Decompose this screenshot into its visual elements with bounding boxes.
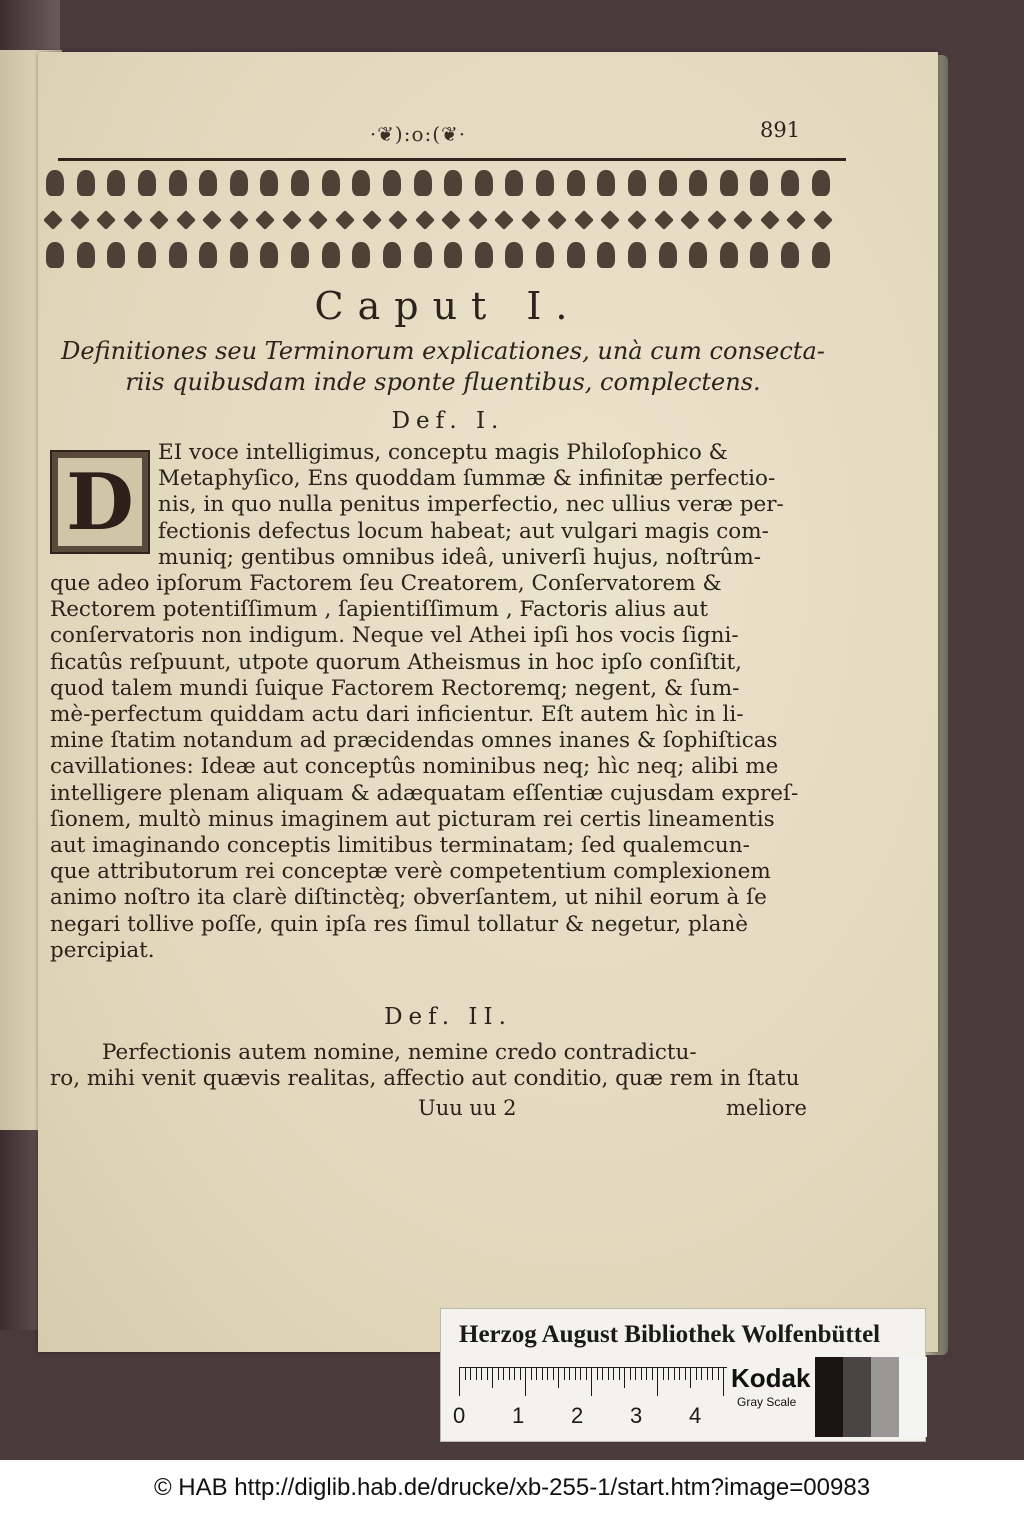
gray-swatch [815, 1357, 843, 1437]
ornament-motif [414, 242, 432, 268]
ornament-motif [680, 210, 700, 230]
ornament-motif [46, 170, 64, 196]
ruler-tick [718, 1368, 719, 1380]
ornament-motif [199, 170, 217, 196]
ruler-tick [470, 1368, 471, 1380]
ornament-motif [574, 210, 594, 230]
ornament-motif [505, 242, 523, 268]
library-name: Herzog August Bibliothek Wolfenbüttel [459, 1321, 881, 1348]
ornament-motif [536, 242, 554, 268]
ornament-motif [475, 242, 493, 268]
ruler-tick [723, 1368, 724, 1396]
ornament-motif [707, 210, 727, 230]
credit-line: © HAB http://diglib.hab.de/drucke/xb-255-1/start.htm?image=00983 [153, 1474, 871, 1501]
ruler-tick [696, 1368, 697, 1380]
initial-letter: D [58, 458, 142, 546]
ornament-motif [169, 242, 187, 268]
ornament-motif [383, 170, 401, 196]
text-line: ro, mihi venit quævis realitas, affectio aut conditio, quæ rem in ſtatu [50, 1066, 800, 1092]
ornament-motif [567, 242, 585, 268]
ruler-tick [586, 1368, 587, 1380]
book-page [38, 52, 938, 1352]
ornament-motif [230, 170, 248, 196]
ruler-tick [624, 1368, 625, 1388]
ornament-motif [444, 170, 462, 196]
text-line: que adeo ipſorum Factorem ſeu Creatorem, Conſervatorem & [50, 571, 722, 597]
text-line: Rectorem potentiſſimum , ſapientiſſimum , Factoris alius aut [50, 597, 709, 623]
ornament-motif [689, 242, 707, 268]
ornament-row-top [38, 170, 838, 198]
ornament-motif [812, 242, 830, 268]
ornament-motif [750, 170, 768, 196]
library-color-card [440, 1308, 926, 1442]
ornament-motif [812, 170, 830, 196]
ornament-motif [383, 242, 401, 268]
ruler-tick [608, 1368, 609, 1380]
ruler-tick [591, 1368, 592, 1396]
text-line: mè-perfectum quiddam actu dari inficientur. Eſt autem hìc in li- [50, 702, 744, 728]
text-line: muniq; gentibus omnibus ideâ, univerſi hujus, noſtrûm- [158, 544, 761, 570]
ornament-motif [149, 210, 169, 230]
gray-scale-label: Gray Scale [737, 1395, 797, 1409]
ruler-tick [701, 1368, 702, 1380]
ruler-tick [564, 1368, 565, 1380]
ruler-tick [481, 1368, 482, 1380]
header-rule [58, 158, 846, 161]
ornament-motif [260, 242, 278, 268]
gray-swatches [815, 1357, 927, 1437]
text-line: aut imaginando conceptis limitibus terminatam; ſed qualemcun- [50, 833, 750, 859]
ornament-motif [505, 170, 523, 196]
ornament-motif [291, 242, 309, 268]
ruler-tick [558, 1368, 559, 1388]
gray-swatch [899, 1357, 927, 1437]
text-line: animo noſtro ita clarè diſtinctèq; obverſantem, ut nihil eorum à ſe [50, 885, 767, 911]
ornament-motif [388, 210, 408, 230]
definition-heading-1: Def. I. [391, 408, 505, 434]
ornament-motif [362, 210, 382, 230]
ornament-motif [441, 210, 461, 230]
ornament-motif [720, 242, 738, 268]
ornament-motif [230, 242, 248, 268]
text-line: que attributorum rei conceptæ verè competentium complexionem [50, 859, 771, 885]
text-line: conſervatoris non indigum. Neque vel Athei ipſi hos vocis ſigni- [50, 623, 739, 649]
ornament-motif [521, 210, 541, 230]
ornament-motif [335, 210, 355, 230]
text-line: negari tollive poſſe, quin ipſa res ſimul tollatur & negetur, planè [50, 911, 749, 937]
gray-swatch [843, 1357, 871, 1437]
ruler-tick [487, 1368, 488, 1380]
ornament-motif [444, 242, 462, 268]
text-line: ſionem, multò minus imaginem aut picturam rei certis lineamentis [50, 806, 775, 832]
signature-mark: Uuu uu 2 [418, 1096, 517, 1120]
ornament-motif [414, 170, 432, 196]
subtitle-line: Definitiones seu Terminorum explicationes, unà cum consecta- [61, 337, 825, 365]
ornament-motif [720, 170, 738, 196]
ruler-tick [492, 1368, 493, 1388]
gray-swatch [871, 1357, 899, 1437]
ornament-motif [627, 210, 647, 230]
ornament-motif [260, 170, 278, 196]
ornament-row-bottom [38, 242, 838, 270]
ornament-motif [536, 170, 554, 196]
ruler-tick [553, 1368, 554, 1380]
ornament-motif [352, 170, 370, 196]
ruler-tick [668, 1368, 669, 1380]
ornament-motif [138, 242, 156, 268]
ornament-motif [628, 170, 646, 196]
ruler-tick [536, 1368, 537, 1380]
ornament-motif [138, 170, 156, 196]
ornament-motif [468, 210, 488, 230]
ornament-motif [70, 210, 90, 230]
ornament-motif [601, 210, 621, 230]
ornament-motif [255, 210, 275, 230]
ornament-motif [96, 210, 116, 230]
ornament-motif [494, 210, 514, 230]
ornament-motif [654, 210, 674, 230]
ruler-tick [646, 1368, 647, 1380]
ruler-number: 1 [512, 1403, 525, 1428]
text-line: EI voce intelligimus, conceptu magis Philoſophico & [158, 440, 728, 465]
ornament-motif [597, 242, 615, 268]
ruler-tick [712, 1368, 713, 1380]
ornament-motif [291, 170, 309, 196]
ruler-tick [707, 1368, 708, 1380]
ornament-motif [176, 210, 196, 230]
ornament-motif [659, 242, 677, 268]
ornament-motif [202, 210, 222, 230]
kodak-brand: Kodak [731, 1363, 811, 1393]
ornament-motif [628, 242, 646, 268]
ruler-tick [503, 1368, 504, 1380]
ruler-scale [459, 1367, 727, 1398]
ruler-tick [514, 1368, 515, 1380]
ruler-number: 0 [453, 1403, 466, 1428]
ruler-tick [663, 1368, 664, 1380]
ornament-motif [415, 210, 435, 230]
ornament-motif [781, 170, 799, 196]
credit-bar [0, 1460, 1024, 1525]
ornament-motif [322, 170, 340, 196]
page-number: 891 [760, 118, 801, 142]
ruler-tick [520, 1368, 521, 1380]
ornament-motif [659, 170, 677, 196]
chapter-subtitle [48, 336, 838, 398]
ruler-tick [619, 1368, 620, 1380]
ruler-tick [525, 1368, 526, 1396]
ornament-motif [107, 170, 125, 196]
ornament-motif [229, 210, 249, 230]
ruler-tick [509, 1368, 510, 1380]
ruler-tick [641, 1368, 642, 1380]
ornament-motif [750, 242, 768, 268]
ornament-motif [77, 242, 95, 268]
ruler-tick [575, 1368, 576, 1380]
ornament-motif [199, 242, 217, 268]
ruler-number: 4 [689, 1403, 702, 1428]
running-head-ornament: ·❦):o:(❦· [369, 122, 467, 146]
ruler-tick [547, 1368, 548, 1380]
definition-heading-2: Def. II. [384, 1004, 512, 1030]
ruler-tick [498, 1368, 499, 1380]
text-line: cavillationes: Ideæ aut conceptûs nominibus neq; hìc neq; alibi me [50, 754, 779, 780]
definition-2-text [50, 1040, 802, 1092]
ornament-motif [760, 210, 780, 230]
ornament-motif [813, 210, 833, 230]
ruler-tick [690, 1368, 691, 1388]
ornament-motif [475, 170, 493, 196]
ornament-motif [567, 170, 585, 196]
headpiece-ornament [38, 170, 838, 270]
ornament-motif [786, 210, 806, 230]
ruler-tick [459, 1368, 460, 1396]
ruler-tick [674, 1368, 675, 1380]
ruler-tick [657, 1368, 658, 1396]
ornament-row-middle [38, 206, 838, 234]
ruler-tick [531, 1368, 532, 1380]
ruler-tick [679, 1368, 680, 1380]
definition-1-text [50, 440, 802, 964]
ruler-tick [652, 1368, 653, 1380]
ornament-motif [689, 170, 707, 196]
text-line: percipiat. [50, 937, 155, 963]
ruler-tick [602, 1368, 603, 1380]
text-line: fectionis defectus locum habeat; aut vulgari magis com- [158, 518, 769, 544]
ruler-tick [635, 1368, 636, 1380]
ruler-number: 2 [571, 1403, 584, 1428]
ruler-tick [542, 1368, 543, 1380]
ornament-motif [352, 242, 370, 268]
ornament-motif [282, 210, 302, 230]
ruler-tick [465, 1368, 466, 1380]
ornament-motif [781, 242, 799, 268]
ornament-motif [107, 242, 125, 268]
ruler-tick [569, 1368, 570, 1380]
text-line: intelligere plenam aliquam & adæquatam eſſentiæ cujusdam expreſ- [50, 780, 799, 806]
ornament-motif [43, 210, 63, 230]
ruler-tick [630, 1368, 631, 1380]
ornament-motif [322, 242, 340, 268]
ruler-tick [613, 1368, 614, 1380]
text-line: mine ſtatim notandum ad præcidendas omnes inanes & ſophiſticas [50, 728, 778, 754]
ornament-motif [733, 210, 753, 230]
ornament-motif [309, 210, 329, 230]
text-line: Metaphyſico, Ens quoddam ſummæ & infinitæ perfectio- [158, 466, 776, 492]
chapter-title: Caput I. [314, 284, 582, 328]
ruler-tick [580, 1368, 581, 1380]
catchword: meliore [726, 1096, 807, 1120]
subtitle-line: riis quibusdam inde sponte fluentibus, complectens. [125, 368, 761, 396]
ornament-motif [123, 210, 143, 230]
text-line: quod talem mundi ſuique Factorem Rectoremq; negent, & ſum- [50, 675, 740, 701]
ornament-motif [597, 170, 615, 196]
ornament-motif [46, 242, 64, 268]
ruler-tick [597, 1368, 598, 1380]
ornament-motif [547, 210, 567, 230]
ornament-motif [169, 170, 187, 196]
ruler-number: 3 [630, 1403, 643, 1428]
text-line: nis, in quo nulla penitus imperfectio, nec ullius veræ per- [158, 492, 784, 518]
text-line: ficatûs reſpuunt, utpote quorum Atheismus in hoc ipſo conſiſtit, [50, 649, 742, 675]
ruler-tick [476, 1368, 477, 1380]
ruler-tick [685, 1368, 686, 1380]
text-line: Perfectionis autem nomine, nemine credo contradictu- [102, 1040, 697, 1065]
ornament-motif [77, 170, 95, 196]
